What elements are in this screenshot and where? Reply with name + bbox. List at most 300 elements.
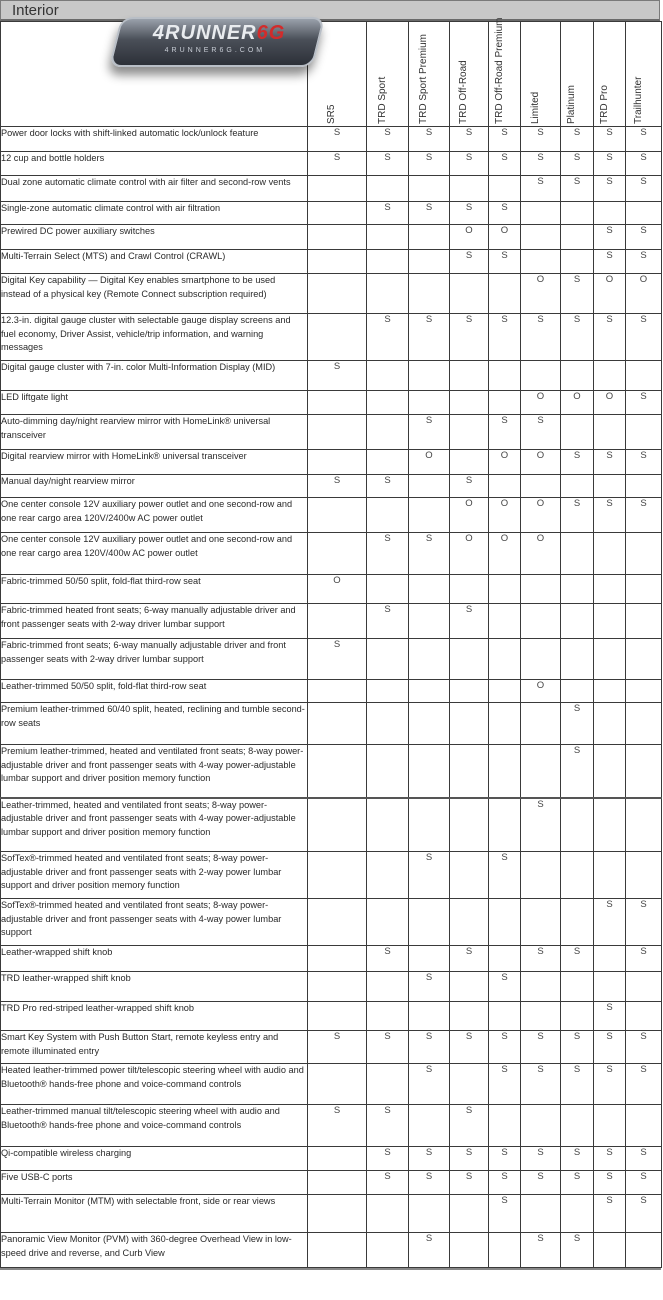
availability-cell [594,798,626,852]
availability-cell: S [521,1147,561,1171]
availability-cell [308,852,367,899]
availability-cell [561,533,594,575]
table-row [1,1147,662,1171]
feature-name-cell: 12.3-in. digital gauge cluster with selectable gauge display screens and fuel economy, Driver Assist, vehicle/trip information, and warning messages [1,314,308,361]
availability-cell: O [409,450,450,475]
feature-name-cell: Leather-trimmed 50/50 split, fold-flat third-row seat [1,680,308,703]
availability-cell [521,604,561,639]
table-row [1,1195,662,1233]
availability-cell [561,361,594,391]
table-row [1,972,662,1002]
availability-cell [561,972,594,1002]
feature-name-cell: SofTex®-trimmed heated and ventilated front seats; 8-way power-adjustable driver and front passenger seats with 2-way power lumbar support and driver position memory function [1,852,308,899]
availability-cell [450,852,489,899]
table-row [1,533,662,575]
availability-cell: S [450,1147,489,1171]
availability-cell [308,745,367,798]
column-header: TRD Pro [594,22,626,127]
availability-cell: S [367,533,409,575]
availability-cell: S [561,703,594,745]
availability-cell [450,176,489,202]
availability-cell: S [594,152,626,176]
availability-cell [626,575,662,604]
availability-cell: S [489,1064,521,1105]
table-row [1,475,662,498]
availability-cell [409,176,450,202]
availability-cell: O [489,450,521,475]
table-row [1,1233,662,1268]
availability-cell [489,361,521,391]
availability-cell: S [308,639,367,680]
availability-cell: O [450,498,489,533]
availability-cell [489,798,521,852]
availability-cell [409,1002,450,1031]
availability-cell: S [367,1147,409,1171]
table-row [1,225,662,250]
availability-cell [367,703,409,745]
availability-cell [308,274,367,314]
header-row [1,22,662,127]
availability-cell: S [594,498,626,533]
availability-cell [489,639,521,680]
availability-cell: S [561,314,594,361]
availability-cell: S [450,1105,489,1147]
availability-cell [489,475,521,498]
availability-cell: S [626,391,662,415]
feature-name-cell: Leather-trimmed manual tilt/telescopic steering wheel with audio and Bluetooth® hands-free phone and voice-command controls [1,1105,308,1147]
feature-name-cell: Prewired DC power auxiliary switches [1,225,308,250]
feature-name-cell: 12 cup and bottle holders [1,152,308,176]
availability-cell [308,1233,367,1268]
availability-cell [489,946,521,972]
feature-name-cell: Premium leather-trimmed, heated and ventilated front seats; 8-way power-adjustable driver and front passenger seats with 4-way power-adjustable lumbar support and driver position memory function [1,745,308,798]
availability-cell [561,852,594,899]
feature-name-cell: Smart Key System with Push Button Start, remote keyless entry and remote illuminated entry [1,1031,308,1064]
availability-cell: S [489,202,521,225]
availability-cell: S [594,176,626,202]
availability-cell [561,475,594,498]
availability-cell [409,604,450,639]
availability-cell [450,703,489,745]
availability-cell [489,1002,521,1031]
availability-cell [409,639,450,680]
availability-cell [308,972,367,1002]
availability-cell [626,1233,662,1268]
availability-cell [450,680,489,703]
availability-cell: S [561,498,594,533]
availability-cell: S [561,152,594,176]
availability-cell: S [561,274,594,314]
availability-cell [367,680,409,703]
section-title-bar [0,0,660,21]
availability-cell [409,361,450,391]
availability-cell [594,202,626,225]
availability-cell [450,1064,489,1105]
availability-cell [409,745,450,798]
availability-cell [409,575,450,604]
availability-cell [594,415,626,450]
availability-cell: S [594,314,626,361]
availability-cell [521,899,561,946]
availability-cell: S [594,1002,626,1031]
availability-cell: S [409,1233,450,1268]
availability-cell [367,1195,409,1233]
availability-cell: S [626,899,662,946]
feature-name-cell: One center console 12V auxiliary power outlet and one second-row and one rear cargo area 120V/2400w AC power outlet [1,498,308,533]
availability-cell [521,1105,561,1147]
availability-cell [521,225,561,250]
availability-cell [308,1171,367,1195]
availability-cell [489,176,521,202]
availability-cell: O [521,274,561,314]
feature-name-cell: TRD Pro red-striped leather-wrapped shift knob [1,1002,308,1031]
availability-cell [367,852,409,899]
availability-cell: S [594,450,626,475]
availability-cell: S [626,498,662,533]
availability-cell: S [561,1031,594,1064]
availability-cell [409,680,450,703]
availability-cell: S [521,152,561,176]
availability-cell [626,680,662,703]
availability-cell: S [561,745,594,798]
availability-cell [626,745,662,798]
column-header: Trailhunter [626,22,662,127]
availability-cell: S [409,972,450,1002]
availability-cell [561,639,594,680]
availability-cell: S [367,1031,409,1064]
availability-cell [367,415,409,450]
availability-cell [367,745,409,798]
availability-cell: S [521,176,561,202]
availability-cell [367,1002,409,1031]
availability-cell [594,852,626,899]
availability-cell [367,972,409,1002]
availability-cell [594,1105,626,1147]
table-row [1,415,662,450]
availability-cell [409,946,450,972]
availability-cell [594,1233,626,1268]
availability-cell [489,391,521,415]
availability-cell [367,391,409,415]
availability-cell [561,225,594,250]
availability-cell: S [450,604,489,639]
availability-cell: S [489,1147,521,1171]
table-row [1,450,662,475]
table-row [1,202,662,225]
table-row [1,127,662,152]
availability-cell [626,852,662,899]
availability-cell [594,703,626,745]
table-row [1,176,662,202]
feature-name-cell: SofTex®-trimmed heated and ventilated front seats; 8-way power-adjustable driver and front passenger seats with 4-way power lumbar support [1,899,308,946]
availability-cell [561,1105,594,1147]
feature-name-cell: Fabric-trimmed heated front seats; 6-way manually adjustable driver and front passenger seats with 2-way driver lumbar support [1,604,308,639]
availability-cell [626,604,662,639]
table-row [1,498,662,533]
availability-cell [308,225,367,250]
column-header: Platinum [561,22,594,127]
column-header: TRD Sport Premium [409,22,450,127]
availability-cell [450,274,489,314]
availability-cell: S [594,1031,626,1064]
availability-cell [521,202,561,225]
availability-cell: S [594,250,626,274]
availability-cell: S [409,152,450,176]
table-row [1,250,662,274]
feature-name-cell: Single-zone automatic climate control with air filtration [1,202,308,225]
availability-cell: S [409,1064,450,1105]
availability-cell: S [489,250,521,274]
column-header: TRD Sport [367,22,409,127]
availability-cell [308,680,367,703]
availability-cell: O [489,533,521,575]
availability-cell [367,1064,409,1105]
availability-cell [409,391,450,415]
availability-cell: S [409,533,450,575]
availability-cell [367,1233,409,1268]
availability-cell [367,498,409,533]
feature-name-cell: TRD leather-wrapped shift knob [1,972,308,1002]
availability-cell: O [450,533,489,575]
availability-cell [367,450,409,475]
availability-cell [450,899,489,946]
availability-cell: S [308,1105,367,1147]
availability-cell [367,250,409,274]
availability-cell [489,1233,521,1268]
availability-cell: S [626,250,662,274]
availability-cell [594,575,626,604]
availability-cell [308,899,367,946]
table-body [1,127,662,1268]
availability-cell [626,703,662,745]
availability-cell: S [626,152,662,176]
availability-cell: S [521,314,561,361]
availability-cell [308,1064,367,1105]
availability-cell: S [561,1064,594,1105]
column-header: TRD Off-Road Premium [489,22,521,127]
availability-cell [594,533,626,575]
column-header: SR5 [308,22,367,127]
table-row [1,314,662,361]
table-row [1,703,662,745]
table-row [1,852,662,899]
availability-cell: S [626,1171,662,1195]
availability-cell [367,575,409,604]
availability-cell: O [594,391,626,415]
availability-cell [521,1002,561,1031]
availability-cell: S [521,415,561,450]
feature-name-cell: Manual day/night rearview mirror [1,475,308,498]
availability-cell: S [561,946,594,972]
availability-cell [308,415,367,450]
availability-cell [409,475,450,498]
availability-cell: S [489,1031,521,1064]
availability-cell [594,639,626,680]
availability-cell: S [367,202,409,225]
availability-cell: S [409,852,450,899]
availability-cell [409,899,450,946]
availability-cell: S [521,798,561,852]
feature-name-cell: Leather-trimmed, heated and ventilated front seats; 8-way power-adjustable driver and front passenger seats with 4-way power-adjustable lumbar support and driver position memory function [1,798,308,852]
feature-name-cell: Fabric-trimmed front seats; 6-way manually adjustable driver and front passenger seats with 2-way driver lumbar support [1,639,308,680]
availability-cell: S [308,1031,367,1064]
availability-cell: S [450,202,489,225]
availability-cell: S [367,127,409,152]
table-row [1,575,662,604]
feature-name-cell: Multi-Terrain Monitor (MTM) with selectable front, side or rear views [1,1195,308,1233]
table-row [1,899,662,946]
availability-cell: S [409,314,450,361]
availability-cell: O [521,498,561,533]
column-header: TRD Off-Road [450,22,489,127]
availability-cell [308,798,367,852]
availability-cell [521,703,561,745]
availability-cell: S [450,127,489,152]
availability-cell [409,225,450,250]
availability-cell [521,250,561,274]
availability-cell: S [561,1147,594,1171]
availability-cell: S [561,176,594,202]
availability-cell [450,745,489,798]
availability-cell: S [594,225,626,250]
availability-cell: S [521,946,561,972]
availability-cell [409,274,450,314]
availability-cell: S [409,127,450,152]
availability-cell: S [626,1147,662,1171]
table-row [1,391,662,415]
availability-cell: S [409,202,450,225]
availability-cell [561,575,594,604]
column-header: Limited [521,22,561,127]
availability-cell: S [561,1171,594,1195]
availability-cell: O [489,498,521,533]
availability-cell [450,1195,489,1233]
feature-name-cell: One center console 12V auxiliary power outlet and one second-row and one rear cargo area 120V/400w AC power outlet [1,533,308,575]
availability-cell [489,604,521,639]
availability-cell [489,274,521,314]
availability-cell: S [594,899,626,946]
availability-cell [308,391,367,415]
availability-cell: O [521,450,561,475]
availability-cell [489,899,521,946]
availability-cell [308,176,367,202]
availability-cell [308,450,367,475]
availability-cell: S [450,475,489,498]
availability-cell: S [594,1171,626,1195]
availability-cell: S [594,1195,626,1233]
availability-cell [409,1195,450,1233]
availability-cell [626,1002,662,1031]
availability-cell: S [409,1147,450,1171]
availability-cell: S [626,450,662,475]
availability-cell: S [367,475,409,498]
availability-cell [308,533,367,575]
availability-cell: S [409,415,450,450]
table-row [1,604,662,639]
availability-cell: S [367,314,409,361]
availability-cell: S [367,1171,409,1195]
availability-cell [521,972,561,1002]
availability-cell: S [626,176,662,202]
availability-cell [308,1147,367,1171]
availability-cell [626,972,662,1002]
availability-cell [367,361,409,391]
availability-cell [308,250,367,274]
availability-cell: S [521,1064,561,1105]
availability-cell: O [561,391,594,415]
availability-cell [594,972,626,1002]
availability-cell [489,575,521,604]
availability-cell [367,639,409,680]
availability-cell [489,1105,521,1147]
availability-cell [626,533,662,575]
availability-cell: S [308,475,367,498]
feature-name-cell: Digital gauge cluster with 7-in. color Multi-Information Display (MID) [1,361,308,391]
feature-name-cell: Leather-wrapped shift knob [1,946,308,972]
availability-cell [450,972,489,1002]
availability-cell: S [367,1105,409,1147]
availability-cell [308,314,367,361]
availability-cell [521,852,561,899]
availability-cell [450,575,489,604]
availability-cell: O [521,533,561,575]
availability-cell [308,498,367,533]
availability-cell [450,1002,489,1031]
availability-cell [308,703,367,745]
feature-name-cell: Panoramic View Monitor (PVM) with 360-degree Overhead View in low-speed drive and reverse, and Curb View [1,1233,308,1268]
availability-cell [594,475,626,498]
feature-name-cell: Heated leather-trimmed power tilt/telescopic steering wheel with audio and Bluetooth® hands-free phone and voice-command controls [1,1064,308,1105]
availability-cell: S [450,152,489,176]
availability-cell: S [450,946,489,972]
availability-cell [626,475,662,498]
availability-cell [561,899,594,946]
availability-cell: S [489,852,521,899]
availability-cell [409,798,450,852]
availability-cell [308,1195,367,1233]
availability-cell [489,745,521,798]
table-row [1,639,662,680]
availability-cell: S [561,1233,594,1268]
availability-cell: S [626,1195,662,1233]
availability-cell: O [521,391,561,415]
availability-cell: O [489,225,521,250]
availability-cell: O [626,274,662,314]
availability-cell [561,604,594,639]
availability-cell [367,225,409,250]
availability-cell: O [594,274,626,314]
feature-name-cell: Digital Key capability — Digital Key enables smartphone to be used instead of a physical key (Remote Connect subscription required) [1,274,308,314]
availability-cell: S [489,152,521,176]
availability-cell [594,745,626,798]
availability-cell: O [521,680,561,703]
availability-cell: S [489,972,521,1002]
availability-cell [626,798,662,852]
availability-cell [594,361,626,391]
feature-name-cell: Premium leather-trimmed 60/40 split, heated, reclining and tumble second-row seats [1,703,308,745]
table-row [1,152,662,176]
availability-cell: S [450,1171,489,1195]
availability-cell: S [489,314,521,361]
availability-cell [521,361,561,391]
table-row [1,274,662,314]
table-row [1,1064,662,1105]
availability-cell [561,798,594,852]
availability-cell [561,202,594,225]
availability-cell [594,604,626,639]
availability-cell [308,202,367,225]
feature-name-cell: Power door locks with shift-linked automatic lock/unlock feature [1,127,308,152]
